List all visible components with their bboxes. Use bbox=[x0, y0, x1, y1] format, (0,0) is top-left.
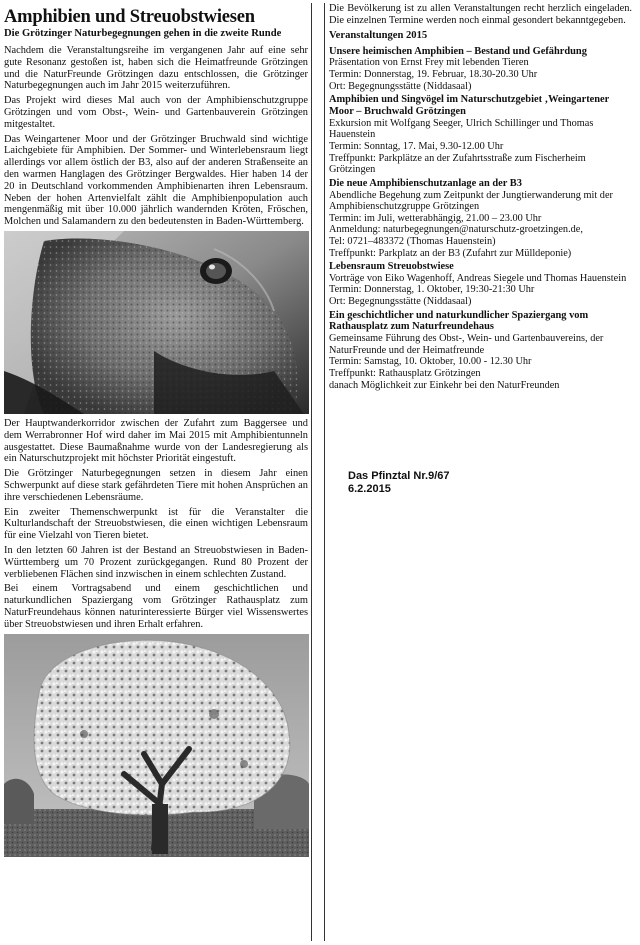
blossoming-tree-photo bbox=[4, 634, 309, 857]
event-line: Treffpunkt: Parkplätze an der Zufahrtsstraße zum Fischerheim Grötzingen bbox=[329, 152, 586, 176]
event-block bbox=[329, 178, 632, 259]
paragraph: Das Projekt wird dieses Mal auch von der Amphibienschutzgruppe Grötzingen und vom Obst-, Wein- und Gartenbauverein Grötzingen mitgestaltet. bbox=[4, 95, 308, 130]
event-title: Lebensraum Streuobstwiese bbox=[329, 261, 454, 273]
event-line: Gemeinsame Führung des Obst-, Wein- und Gartenbauvereins, der NaturFreunde und der Heimatfreunde bbox=[329, 333, 604, 356]
event-line: Abendliche Begehung zum Zeitpunkt der Jungtierwanderung mit der Amphibienschutzgruppe Grötzingen bbox=[329, 189, 613, 213]
event-title: Amphibien und Singvögel im Naturschutzgebiet ‚Weingartener Moor – Bruchwald Grötzingen bbox=[329, 94, 610, 117]
event-line: Treffpunkt: Parkplatz an der B3 (Zufahrt zur Mülldeponie) bbox=[329, 247, 572, 259]
source-publication: Das Pfinztal Nr.9/67 bbox=[348, 470, 450, 482]
left-column bbox=[4, 3, 312, 941]
event-line: Ort: Begegnungsstätte (Niddasaal) bbox=[329, 80, 472, 92]
intro-paragraph: Die Bevölkerung ist zu allen Veranstaltungen recht herzlich eingeladen. Die einzelnen Termine werden noch einmal gesondert bekanntgegeben. bbox=[329, 3, 632, 26]
paragraph: Die Grötzinger Naturbegegnungen setzen in diesem Jahr einen Schwerpunkt auf diese stark gefährdeten Tiere mit hohen Ansprüchen an ihre verschiedenen Lebensräume. bbox=[4, 468, 308, 503]
event-title: Ein geschichtlicher und naturkundlicher Spaziergang vom Rathausplatz zum Naturfreundehaus bbox=[329, 309, 589, 333]
event-line: Termin: Donnerstag, 19. Februar, 18.30-20.30 Uhr bbox=[329, 68, 538, 80]
event-line: Termin: Sonntag, 17. Mai, 9.30-12.00 Uhr bbox=[329, 140, 504, 152]
event-title: Unsere heimischen Amphibien – Bestand und Gefährdung bbox=[329, 45, 587, 57]
event-line: Termin: Donnerstag, 1. Oktober, 19:30-21:30 Uhr bbox=[329, 284, 535, 296]
paragraph: In den letzten 60 Jahren ist der Bestand an Streuobstwiesen in Baden-Württemberg um 70 Prozent zurückgegangen. Rund 80 Prozent der verbliebenen Flächen sind inzwischen in einem schlechten Zustand. bbox=[4, 544, 308, 580]
event-block bbox=[329, 261, 632, 308]
event-line: Termin: im Juli, wetterabhängig, 21.00 – 23.00 Uhr bbox=[329, 212, 542, 224]
event-line: Treffpunkt: Rathausplatz Grötzingen bbox=[329, 368, 481, 380]
paragraph: Ein zweiter Themenschwerpunkt ist für die Veranstalter die Kulturlandschaft der Streuobstwiesen, die einen wichtigen Lebensraum für eine Vielzahl von Tieren bietet. bbox=[4, 506, 308, 542]
event-title: Die neue Amphibienschutzanlage an der B3 bbox=[329, 177, 522, 189]
frog-photo bbox=[4, 231, 309, 414]
paragraph: Das Weingartener Moor und der Grötzinger Bruchwald sind wichtige Laichgebiete für Amphibien. Der Sommer- und Winterlebensraum liegt allerdings vor allem östlich der B3, also auf der anderen Straßenseite an den warmen Hanglagen des Grötzinger Bergwaldes. Hier haben 14 der 20 in Deutschland vorkommenden Amphibienarten ihren Lebensraum. Neben der hohen Artenvielfalt zählt die Amphibienpopulation auch mengenmäßig mit über 10.000 jährlich wandernden Kröten, Fröschen, Molchen und Salamandern zu den bedeutensten in Baden-Württemberg. bbox=[4, 133, 308, 228]
article-headline: Amphibien und Streuobstwiesen bbox=[4, 7, 255, 27]
event-line: danach Möglichkeit zur Einkehr bei den NaturFreunden bbox=[329, 379, 560, 391]
event-block bbox=[329, 310, 632, 392]
source-note bbox=[348, 470, 450, 496]
event-block bbox=[329, 94, 632, 176]
paragraph: Bei einem Vortragsabend und einem geschichtlichen und naturkundlichen Spaziergang vom Grötzinger Rathausplatz zum NaturFreundehaus können naturinteressierte Bürger viel Wissenswertes über Streuobstwiesen und ihren Erhalt erfahren. bbox=[4, 583, 308, 630]
events-heading: Veranstaltungen 2015 bbox=[329, 29, 428, 41]
event-line: Ort: Begegnungsstätte (Niddasaal) bbox=[329, 296, 472, 308]
source-date: 6.2.2015 bbox=[348, 483, 391, 495]
paragraph: Nachdem die Veranstaltungsreihe im vergangenen Jahr auf eine sehr gute Resonanz gestoßen ist, haben sich die Heimatfreunde Grötzingen und die NaturFreunde Grötzingen dazu entschlossen, die Grötzinger Naturbegegnungen auch im Jahr 2015 weiterzuführen. bbox=[4, 45, 308, 92]
event-line: Vorträge von Eiko Wagenhoff, Andreas Siegele und Thomas Hauenstein bbox=[329, 272, 627, 284]
article-subheadline: Die Grötzinger Naturbegegnungen gehen in die zweite Runde bbox=[4, 28, 282, 39]
event-block bbox=[329, 46, 632, 93]
paragraph: Der Hauptwanderkorridor zwischen der Zufahrt zum Baggersee und dem Werrabronner Hof wird daher im Mai 2015 mit Amphibientunneln ausgestattet. Diese Baumaßnahme wurde von der Landesregierung als ein Naturschutzprojekt mit höchster Priorität eingestuft. bbox=[4, 417, 308, 465]
event-line: Termin: Samstag, 10. Oktober, 10.00 - 12.30 Uhr bbox=[329, 356, 532, 368]
event-line: Exkursion mit Wolfgang Seeger, Ulrich Schillinger und Thomas Hauenstein bbox=[329, 117, 594, 141]
event-line: Präsentation von Ernst Frey mit lebenden Tieren bbox=[329, 57, 529, 69]
event-line: Tel: 0721–483372 (Thomas Hauenstein) bbox=[329, 235, 496, 247]
event-line: Anmeldung: naturbegegnungen@naturschutz-groetzingen.de, bbox=[329, 224, 583, 236]
